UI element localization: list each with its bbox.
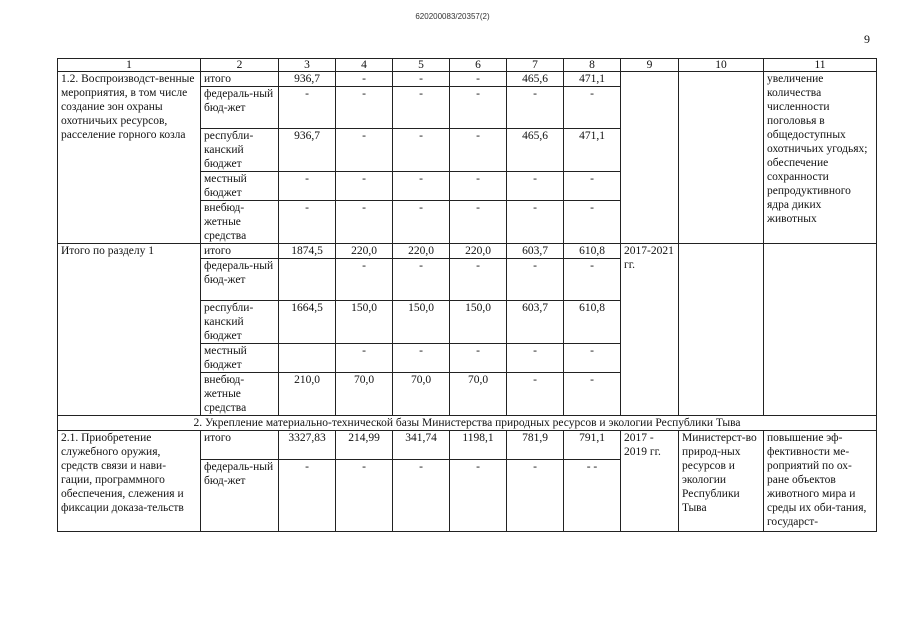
amount-cell: 610,8: [564, 244, 621, 259]
period-cell: [621, 72, 679, 244]
amount-cell: -: [393, 87, 450, 129]
amount-cell: 70,0: [450, 373, 507, 416]
column-number-header: 4: [336, 59, 393, 72]
amount-cell: -: [336, 172, 393, 201]
column-number-header: 10: [679, 59, 764, 72]
amount-cell: 610,8: [564, 301, 621, 344]
result-cell: повышение эф-фективности ме-роприятий по ох-ране объектов животного мира и среды их оби-тания, государст-: [764, 431, 877, 532]
funding-source: федераль-ный бюд-жет: [201, 87, 279, 129]
amount-cell: -: [450, 460, 507, 532]
amount-cell: 3327,83: [279, 431, 336, 460]
table-row: [58, 244, 877, 259]
amount-cell: -: [450, 172, 507, 201]
result-cell: [764, 244, 877, 416]
amount-cell: -: [507, 172, 564, 201]
amount-cell: -: [450, 344, 507, 373]
amount-cell: -: [507, 201, 564, 244]
amount-cell: 1874,5: [279, 244, 336, 259]
amount-cell: -: [507, 373, 564, 416]
amount-cell: 70,0: [393, 373, 450, 416]
amount-cell: -: [507, 259, 564, 301]
amount-cell: -: [279, 201, 336, 244]
amount-cell: -: [564, 87, 621, 129]
amount-cell: 936,7: [279, 129, 336, 172]
amount-cell: 936,7: [279, 72, 336, 87]
funding-source: внебюд-жетные средства: [201, 201, 279, 244]
amount-cell: -: [450, 87, 507, 129]
column-number-header: 9: [621, 59, 679, 72]
executor-cell: Министерст-во природ-ных ресурсов и экологии Республики Тыва: [679, 431, 764, 532]
column-number-header: 3: [279, 59, 336, 72]
amount-cell: -: [564, 373, 621, 416]
result-cell: увеличение количества численности поголовья в общедоступных охотничьих угодьях; обеспечение сохранности репродуктивного ядра диких животных: [764, 72, 877, 244]
amount-cell: 1664,5: [279, 301, 336, 344]
amount-cell: 603,7: [507, 301, 564, 344]
column-number-header: 11: [764, 59, 877, 72]
amount-cell: 603,7: [507, 244, 564, 259]
amount-cell: -: [564, 172, 621, 201]
amount-cell: -: [336, 129, 393, 172]
amount-cell: -: [450, 72, 507, 87]
amount-cell: -: [336, 460, 393, 532]
column-number-header: 5: [393, 59, 450, 72]
amount-cell: -: [336, 87, 393, 129]
amount-cell: 150,0: [450, 301, 507, 344]
funding-source: местный бюджет: [201, 344, 279, 373]
amount-cell: -: [393, 72, 450, 87]
amount-cell: 471,1: [564, 129, 621, 172]
amount-cell: -: [393, 259, 450, 301]
amount-cell: -: [393, 344, 450, 373]
section-title: 2. Укрепление материально-технической базы Министерства природных ресурсов и экологии Республики Тыва: [58, 416, 877, 431]
amount-cell: -: [450, 259, 507, 301]
activity-label: 1.2. Воспроизводст-венные мероприятия, в том числе создание зон охраны охотничьих ресурсов, расселение горного козла: [58, 72, 201, 244]
amount-cell: 70,0: [336, 373, 393, 416]
amount-cell: 781,9: [507, 431, 564, 460]
amount-cell: 150,0: [336, 301, 393, 344]
table-row: [58, 72, 877, 87]
amount-cell: -: [336, 344, 393, 373]
amount-cell: -: [450, 201, 507, 244]
page-number: 9: [864, 32, 870, 46]
period-cell: 2017 - 2019 гг.: [621, 431, 679, 532]
amount-cell: [279, 344, 336, 373]
header-row: [58, 59, 877, 72]
amount-cell: 220,0: [336, 244, 393, 259]
amount-cell: -: [507, 87, 564, 129]
activity-label: 2.1. Приобретение служебного оружия, средств связи и нави-гации, программного обеспечения, слежения и фиксации доказа-тельств: [58, 431, 201, 532]
amount-cell: 220,0: [393, 244, 450, 259]
amount-cell: -: [336, 201, 393, 244]
amount-cell: 341,74: [393, 431, 450, 460]
column-number-header: 1: [58, 59, 201, 72]
amount-cell: 214,99: [336, 431, 393, 460]
amount-cell: -: [507, 344, 564, 373]
column-number-header: 7: [507, 59, 564, 72]
column-number-header: 6: [450, 59, 507, 72]
executor-cell: [679, 72, 764, 244]
amount-cell: -: [279, 172, 336, 201]
amount-cell: 1198,1: [450, 431, 507, 460]
amount-cell: -: [507, 460, 564, 532]
funding-source: федераль-ный бюд-жет: [201, 460, 279, 532]
amount-cell: 220,0: [450, 244, 507, 259]
amount-cell: -: [393, 172, 450, 201]
amount-cell: [279, 259, 336, 301]
amount-cell: -: [336, 72, 393, 87]
amount-cell: -: [279, 460, 336, 532]
amount-cell: -: [564, 344, 621, 373]
amount-cell: 465,6: [507, 72, 564, 87]
amount-cell: -: [564, 201, 621, 244]
funding-source: местный бюджет: [201, 172, 279, 201]
period-cell: 2017-2021 гг.: [621, 244, 679, 416]
funding-source: итого: [201, 72, 279, 87]
section-title-row: [58, 416, 877, 431]
funding-source: республи-канский бюджет: [201, 129, 279, 172]
amount-cell: -: [393, 201, 450, 244]
amount-cell: 150,0: [393, 301, 450, 344]
amount-cell: - -: [564, 460, 621, 532]
executor-cell: [679, 244, 764, 416]
amount-cell: 465,6: [507, 129, 564, 172]
document-id: 620200083/20357(2): [415, 12, 490, 21]
amount-cell: -: [279, 87, 336, 129]
funding-source: федераль-ный бюд-жет: [201, 259, 279, 301]
amount-cell: -: [336, 259, 393, 301]
table-body: [58, 59, 877, 532]
funding-source: итого: [201, 244, 279, 259]
program-table: [57, 58, 877, 532]
column-number-header: 2: [201, 59, 279, 72]
table-row: [58, 431, 877, 460]
funding-source: итого: [201, 431, 279, 460]
amount-cell: -: [393, 129, 450, 172]
activity-label: Итого по разделу 1: [58, 244, 201, 416]
amount-cell: -: [450, 129, 507, 172]
column-number-header: 8: [564, 59, 621, 72]
amount-cell: 210,0: [279, 373, 336, 416]
amount-cell: -: [564, 259, 621, 301]
amount-cell: 791,1: [564, 431, 621, 460]
funding-source: внебюд-жетные средства: [201, 373, 279, 416]
amount-cell: -: [393, 460, 450, 532]
funding-source: республи-канский бюджет: [201, 301, 279, 344]
amount-cell: 471,1: [564, 72, 621, 87]
